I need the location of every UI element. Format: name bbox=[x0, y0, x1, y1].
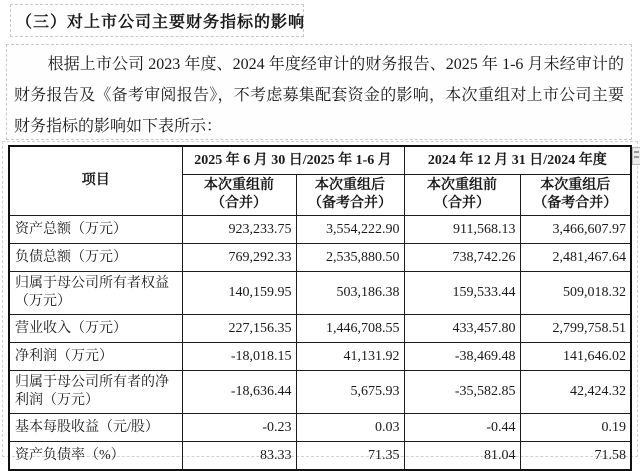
subcol-label-line1: 本次重组后 bbox=[540, 178, 611, 193]
cell-value: 41,131.92 bbox=[296, 343, 404, 371]
subcol-label-line2: （合并） bbox=[434, 196, 490, 211]
table-row bbox=[9, 371, 631, 414]
cell-value: 71.35 bbox=[296, 442, 404, 471]
header-group-row bbox=[9, 146, 631, 175]
cell-value: -38,469.48 bbox=[404, 343, 520, 371]
cell-value: 3,554,222.90 bbox=[296, 216, 404, 244]
cell-value: 738,742.26 bbox=[404, 244, 520, 272]
cell-value: -0.23 bbox=[182, 414, 296, 442]
cell-value: 5,675.93 bbox=[296, 371, 404, 414]
cell-value: 227,156.35 bbox=[182, 315, 296, 343]
table-row bbox=[9, 414, 631, 442]
section-heading: （三）对上市公司主要财务指标的影响 bbox=[16, 14, 306, 31]
cell-value: 42,424.32 bbox=[520, 371, 631, 414]
table-row bbox=[9, 244, 631, 272]
cell-value: -35,582.85 bbox=[404, 371, 520, 414]
cell-value: 911,568.13 bbox=[404, 216, 520, 244]
cell-value: 83.33 bbox=[182, 442, 296, 471]
cell-value: 159,533.44 bbox=[404, 272, 520, 315]
subcol-post-2024 bbox=[520, 175, 631, 216]
cell-value: 3,466,607.97 bbox=[520, 216, 631, 244]
cell-value: 503,186.38 bbox=[296, 272, 404, 315]
subcol-label-line2: （备考合并） bbox=[308, 196, 392, 211]
cell-value: 2,535,880.50 bbox=[296, 244, 404, 272]
cell-value: 0.03 bbox=[296, 414, 404, 442]
table-row bbox=[9, 216, 631, 244]
cell-value: -18,018.15 bbox=[182, 343, 296, 371]
col-header-item: 项目 bbox=[9, 146, 182, 216]
row-label: 归属于母公司所有者权益（万元） bbox=[9, 272, 182, 315]
cell-value: 769,292.33 bbox=[182, 244, 296, 272]
cell-value: 71.58 bbox=[520, 442, 631, 471]
table-row bbox=[9, 343, 631, 371]
intro-paragraph-box bbox=[6, 44, 632, 140]
subcol-label-line1: 本次重组前 bbox=[427, 178, 497, 193]
cell-value: 140,159.95 bbox=[182, 272, 296, 315]
row-label: 净利润（万元） bbox=[9, 343, 182, 371]
col-group-2024: 2024 年 12 月 31 日/2024 年度 bbox=[404, 146, 631, 175]
row-label: 基本每股收益（元/股） bbox=[9, 414, 182, 442]
row-label: 营业收入（万元） bbox=[9, 315, 182, 343]
cell-value: 0.19 bbox=[520, 414, 631, 442]
subcol-post-2025 bbox=[296, 175, 404, 216]
row-label: 归属于母公司所有者的净利润（万元） bbox=[9, 371, 182, 414]
section-heading-box bbox=[10, 4, 304, 37]
row-label: 负债总额（万元） bbox=[9, 244, 182, 272]
cell-value: 81.04 bbox=[404, 442, 520, 471]
cell-value: 509,018.32 bbox=[520, 272, 631, 315]
table-row bbox=[9, 272, 631, 315]
cell-value: 141,646.02 bbox=[520, 343, 631, 371]
subcol-pre-2024 bbox=[404, 175, 520, 216]
col-group-2025: 2025 年 6 月 30 日/2025 年 1-6 月 bbox=[182, 146, 404, 175]
cell-value: 1,446,708.55 bbox=[296, 315, 404, 343]
table-row bbox=[9, 315, 631, 343]
row-label: 资产总额（万元） bbox=[9, 216, 182, 244]
financial-indicators-table bbox=[8, 145, 632, 471]
subcol-label-line1: 本次重组后 bbox=[315, 178, 385, 193]
cell-value: 923,233.75 bbox=[182, 216, 296, 244]
subcol-label-line2: （备考合并） bbox=[533, 196, 618, 211]
row-label: 资产负债率（%） bbox=[9, 442, 182, 471]
cell-value: -0.44 bbox=[404, 414, 520, 442]
subcol-label-line2: （合并） bbox=[211, 196, 267, 211]
cell-value: 433,457.80 bbox=[404, 315, 520, 343]
table-row bbox=[9, 442, 631, 471]
subcol-pre-2025 bbox=[182, 175, 296, 216]
cell-value: 2,799,758.51 bbox=[520, 315, 631, 343]
scrollbar-fragment bbox=[632, 147, 640, 165]
subcol-label-line1: 本次重组前 bbox=[204, 178, 274, 193]
intro-paragraph: 根据上市公司 2023 年度、2024 年度经审计的财务报告、2025 年 1-6 月未经审计的财务报告及《备考审阅报告》，不考虑募集配套资金的影响，本次重组对上市公司主要财务指标的影响如下表所示： bbox=[14, 56, 624, 135]
cell-value: -18,636.44 bbox=[182, 371, 296, 414]
cell-value: 2,481,467.64 bbox=[520, 244, 631, 272]
